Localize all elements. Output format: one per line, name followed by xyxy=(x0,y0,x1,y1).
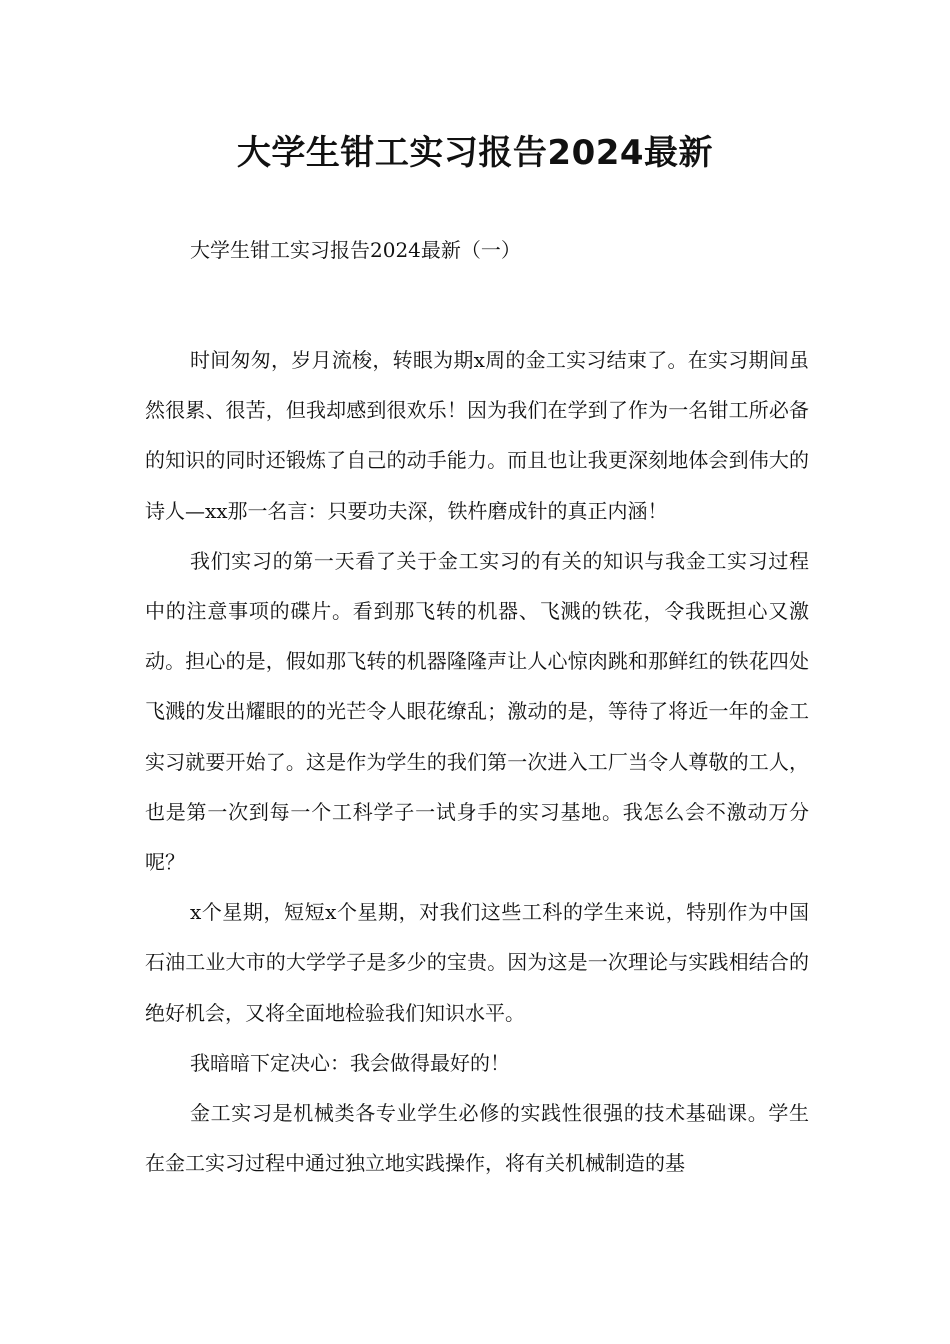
paragraph: 时间匆匆，岁月流梭，转眼为期x周的金工实习结束了。在实习期间虽然很累、很苦，但我却感到很欢乐！因为我们在学到了作为一名钳工所必备的知识的同时还锻炼了自己的动手能力。而且也让我更深刻地体会到伟大的诗人—xx那一名言：只要功夫深，铁杵磨成针的真正内涵！ xyxy=(145,348,809,523)
document-title: 大学生钳工实习报告2024最新 xyxy=(236,133,714,173)
document-body xyxy=(145,335,809,1188)
paragraph: 金工实习是机械类各专业学生必修的实践性很强的技术基础课。学生在金工实习过程中通过独立地实践操作，将有关机械制造的基 xyxy=(145,1101,809,1176)
paragraph: 我们实习的第一天看了关于金工实习的有关的知识与我金工实习过程中的注意事项的碟片。看到那飞转的机器、飞溅的铁花，令我既担心又激动。担心的是，假如那飞转的机器隆隆声让人心惊肉跳和那鲜红的铁花四处飞溅的发出耀眼的的光芒令人眼花缭乱；激动的是，等待了将近一年的金工实习就要开始了。这是作为学生的我们第一次进入工厂当令人尊敬的工人，也是第一次到每一个工科学子一试身手的实习基地。我怎么会不激动万分呢？ xyxy=(145,548,809,875)
document-subtitle: 大学生钳工实习报告2024最新（一） xyxy=(190,238,521,262)
paragraph: x个星期，短短x个星期，对我们这些工科的学生来说，特别作为中国石油工业大市的大学学子是多少的宝贵。因为这是一次理论与实践相结合的绝好机会，又将全面地检验我们知识水平。 xyxy=(145,900,809,1025)
paragraph: 我暗暗下定决心：我会做得最好的！ xyxy=(190,1050,510,1075)
